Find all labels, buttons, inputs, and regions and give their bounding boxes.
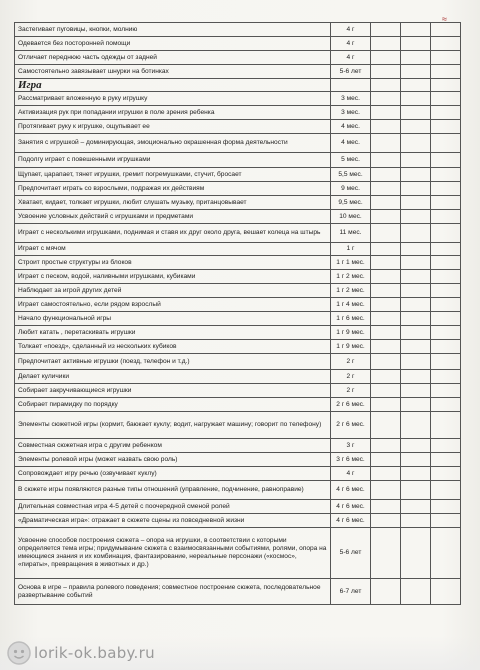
empty-cell — [401, 270, 431, 284]
empty-cell — [401, 65, 431, 79]
skill-cell: Подолгу играет с повешенными игрушками — [15, 153, 331, 168]
skill-cell: Длительная совместная игра 4-5 детей с поочередной сменой ролей — [15, 500, 331, 514]
empty-cell — [431, 106, 461, 120]
development-table — [14, 22, 461, 605]
skill-cell: Делает куличики — [15, 370, 331, 384]
table-row — [15, 467, 461, 481]
table-row — [15, 370, 461, 384]
table-row — [15, 298, 461, 312]
empty-cell — [431, 412, 461, 439]
skill-cell: Усвоение условных действий с игрушками и предметами — [15, 210, 331, 224]
age-cell: 4 мес. — [331, 120, 371, 134]
age-cell: 4 г — [331, 467, 371, 481]
table-row — [15, 153, 461, 168]
empty-cell — [431, 398, 461, 412]
table-row — [15, 134, 461, 153]
skill-cell: Играет с мячом — [15, 243, 331, 256]
empty-cell — [401, 467, 431, 481]
table-row — [15, 412, 461, 439]
skill-cell: Собирает пирамидку по порядку — [15, 398, 331, 412]
empty-cell — [371, 51, 401, 65]
section-title: Игра — [15, 79, 331, 92]
empty-cell — [401, 579, 431, 605]
empty-cell — [371, 106, 401, 120]
empty-cell — [401, 106, 431, 120]
age-cell: 4 г 6 мес. — [331, 500, 371, 514]
skill-cell: Основа в игре – правила ролевого поведения; совместное построение сюжета, последовательное развертывание событий — [15, 579, 331, 605]
empty-cell — [401, 168, 431, 182]
table-body-self-care — [15, 23, 461, 79]
empty-cell — [371, 298, 401, 312]
skill-cell: Хватает, кидает, толкает игрушки, любит слушать музыку, пританцовывает — [15, 196, 331, 210]
skill-cell: Толкает «поезд», сделанный из нескольких кубиков — [15, 340, 331, 354]
table-row — [15, 92, 461, 106]
age-cell: 2 г 6 мес. — [331, 398, 371, 412]
table-row — [15, 354, 461, 370]
age-cell: 1 г 2 мес. — [331, 270, 371, 284]
age-cell: 4 г — [331, 51, 371, 65]
age-cell: 1 г 6 мес. — [331, 312, 371, 326]
age-cell: 6-7 лет — [331, 579, 371, 605]
empty-cell — [401, 384, 431, 398]
empty-cell — [431, 514, 461, 528]
skill-cell: Одевается без посторонней помощи — [15, 37, 331, 51]
age-cell: 5,5 мес. — [331, 168, 371, 182]
empty-cell — [401, 284, 431, 298]
skill-cell: «Драматическая игра»: отражает в сюжете сцены из повседневной жизни — [15, 514, 331, 528]
skill-cell: Занятия с игрушкой – доминирующая, эмоционально окрашенная форма деятельности — [15, 134, 331, 153]
skill-cell: В сюжете игры появляются разные типы отношений (управление, подчинение, равноправие) — [15, 481, 331, 500]
baby-logo-icon — [6, 640, 32, 666]
empty-cell — [371, 65, 401, 79]
age-cell: 11 мес. — [331, 224, 371, 243]
empty-cell — [431, 120, 461, 134]
table-row — [15, 196, 461, 210]
empty-cell — [431, 340, 461, 354]
table-row — [15, 37, 461, 51]
empty-cell — [431, 243, 461, 256]
empty-cell — [431, 153, 461, 168]
table-row — [15, 256, 461, 270]
empty-cell — [401, 298, 431, 312]
age-cell: 3 мес. — [331, 106, 371, 120]
empty-cell — [431, 439, 461, 453]
empty-cell — [371, 500, 401, 514]
empty-cell — [371, 354, 401, 370]
empty-cell — [371, 326, 401, 340]
empty-cell — [401, 134, 431, 153]
empty-cell — [401, 514, 431, 528]
empty-cell — [371, 224, 401, 243]
table-row — [15, 340, 461, 354]
empty-cell — [401, 37, 431, 51]
empty-cell — [401, 120, 431, 134]
empty-cell — [401, 210, 431, 224]
skill-cell: Щупает, царапает, тянет игрушки, гремит погремушками, стучит, бросает — [15, 168, 331, 182]
empty-cell — [431, 196, 461, 210]
empty-cell — [431, 579, 461, 605]
table-row — [15, 439, 461, 453]
table-body-play — [15, 92, 461, 605]
empty-cell — [401, 256, 431, 270]
age-cell: 5-6 лет — [331, 528, 371, 579]
skill-cell: Усвоение способов построения сюжета – опора на игрушки, в соответствии с которыми определяется тема игры; придумывание сюжета с взаимосвязанными событиями, ролями, опора на имеющиеся знания и их комбинация, фантазирование, нереальные персонажи («космос», «пираты», превращения в животных и др.) — [15, 528, 331, 579]
empty-cell — [431, 92, 461, 106]
empty-cell — [401, 412, 431, 439]
empty-cell — [431, 51, 461, 65]
age-cell: 2 г — [331, 384, 371, 398]
age-cell: 10 мес. — [331, 210, 371, 224]
empty-cell — [371, 23, 401, 37]
empty-cell — [371, 243, 401, 256]
age-cell: 5 мес. — [331, 153, 371, 168]
table-row — [15, 23, 461, 37]
age-cell: 4 г — [331, 23, 371, 37]
table-row — [15, 579, 461, 605]
age-cell: 4 г 6 мес. — [331, 481, 371, 500]
age-cell: 3 г 6 мес. — [331, 453, 371, 467]
empty-cell — [371, 153, 401, 168]
empty-cell — [371, 270, 401, 284]
watermark-text: lorik-ok.baby.ru — [34, 644, 155, 662]
empty-cell — [401, 312, 431, 326]
table-row — [15, 65, 461, 79]
skill-cell: Играет с несколькими игрушками, поднимая и ставя их друг около друга, вешает колеца на штырь — [15, 224, 331, 243]
skill-cell: Отличает переднюю часть одежды от задней — [15, 51, 331, 65]
table-row — [15, 514, 461, 528]
empty-cell — [401, 51, 431, 65]
age-cell: 9 мес. — [331, 182, 371, 196]
empty-cell — [431, 354, 461, 370]
empty-cell — [431, 453, 461, 467]
skill-cell: Элементы ролевой игры (может назвать свою роль) — [15, 453, 331, 467]
table-row — [15, 224, 461, 243]
age-cell: 4 г — [331, 37, 371, 51]
empty-cell — [371, 514, 401, 528]
empty-cell — [431, 298, 461, 312]
empty-cell — [371, 284, 401, 298]
table-row — [15, 168, 461, 182]
age-cell: 1 г — [331, 243, 371, 256]
empty-cell — [401, 370, 431, 384]
empty-cell — [371, 182, 401, 196]
empty-cell — [431, 224, 461, 243]
skill-cell: Наблюдает за игрой других детей — [15, 284, 331, 298]
table-row — [15, 312, 461, 326]
empty-cell — [371, 370, 401, 384]
table-row — [15, 384, 461, 398]
table-row — [15, 243, 461, 256]
age-cell: 4 г 6 мес. — [331, 514, 371, 528]
age-cell: 5-6 лет — [331, 65, 371, 79]
empty-cell — [401, 453, 431, 467]
empty-cell — [431, 528, 461, 579]
empty-cell — [431, 210, 461, 224]
table-row — [15, 528, 461, 579]
empty-cell — [371, 412, 401, 439]
table-row — [15, 182, 461, 196]
empty-cell — [431, 370, 461, 384]
age-cell: 3 г — [331, 439, 371, 453]
age-cell: 1 г 9 мес. — [331, 326, 371, 340]
table-row — [15, 210, 461, 224]
skill-cell: Протягивает руку к игрушке, ощупывает ее — [15, 120, 331, 134]
age-cell: 2 г 6 мес. — [331, 412, 371, 439]
empty-cell — [431, 134, 461, 153]
empty-cell — [371, 579, 401, 605]
section-header-row — [15, 79, 461, 92]
empty-cell — [431, 326, 461, 340]
skill-cell: Собирает закручивающиеся игрушки — [15, 384, 331, 398]
empty-cell — [371, 196, 401, 210]
empty-cell — [431, 168, 461, 182]
skill-cell: Сопровождает игру речью (озвучивает куклу) — [15, 467, 331, 481]
empty-cell — [431, 182, 461, 196]
empty-cell — [431, 467, 461, 481]
empty-cell — [401, 439, 431, 453]
empty-cell — [371, 384, 401, 398]
table-row — [15, 500, 461, 514]
skill-cell: Застегивает пуговицы, кнопки, молнию — [15, 23, 331, 37]
empty-cell — [401, 153, 431, 168]
age-cell: 1 г 4 мес. — [331, 298, 371, 312]
empty-cell — [371, 37, 401, 51]
age-cell: 1 г 1 мес. — [331, 256, 371, 270]
table-row — [15, 120, 461, 134]
table-row — [15, 326, 461, 340]
empty-cell — [401, 243, 431, 256]
skill-cell: Играет с песком, водой, наливными игрушками, кубиками — [15, 270, 331, 284]
skill-cell: Строит простые структуры из блоков — [15, 256, 331, 270]
empty-cell — [401, 224, 431, 243]
age-cell: 1 г 2 мес. — [331, 284, 371, 298]
skill-cell: Начало функциональной игры — [15, 312, 331, 326]
empty-cell — [401, 23, 431, 37]
skill-cell: Самостоятельно завязывает шнурки на ботинках — [15, 65, 331, 79]
empty-cell — [431, 37, 461, 51]
empty-cell — [371, 312, 401, 326]
empty-cell — [401, 528, 431, 579]
empty-cell — [371, 92, 401, 106]
empty-cell — [401, 340, 431, 354]
skill-cell: Предпочитает активные игрушки (поезд, телефон и т.д.) — [15, 354, 331, 370]
empty-cell — [371, 120, 401, 134]
skill-cell: Предпочитает играть со взрослыми, подражая их действиям — [15, 182, 331, 196]
skill-cell: Любит катать , перетаскивать игрушки — [15, 326, 331, 340]
empty-cell — [431, 481, 461, 500]
empty-cell — [371, 453, 401, 467]
table-row — [15, 481, 461, 500]
empty-cell — [401, 354, 431, 370]
skill-cell: Рассматривает вложенную в руку игрушку — [15, 92, 331, 106]
empty-cell — [431, 23, 461, 37]
age-cell: 2 г — [331, 370, 371, 384]
empty-cell — [371, 134, 401, 153]
age-cell: 4 мес. — [331, 134, 371, 153]
table-row — [15, 453, 461, 467]
empty-cell — [401, 326, 431, 340]
empty-cell — [371, 340, 401, 354]
empty-cell — [431, 65, 461, 79]
age-cell: 9,5 мес. — [331, 196, 371, 210]
empty-cell — [371, 439, 401, 453]
age-cell: 3 мес. — [331, 92, 371, 106]
age-cell: 2 г — [331, 354, 371, 370]
skill-cell: Элементы сюжетной игры (кормит, баюкает куклу; водит, нагружает машину; говорит по телефону) — [15, 412, 331, 439]
empty-cell — [401, 92, 431, 106]
empty-cell — [371, 398, 401, 412]
skill-cell: Активизация рук при попадании игрушки в поле зрения ребенка — [15, 106, 331, 120]
empty-cell — [431, 270, 461, 284]
empty-cell — [431, 284, 461, 298]
empty-cell — [371, 256, 401, 270]
empty-cell — [401, 196, 431, 210]
skill-cell: Совместная сюжетная игра с другим ребенком — [15, 439, 331, 453]
empty-cell — [371, 528, 401, 579]
empty-cell — [431, 500, 461, 514]
skill-cell: Играет самостоятельно, если рядом взрослый — [15, 298, 331, 312]
table-row — [15, 51, 461, 65]
empty-cell — [371, 210, 401, 224]
empty-cell — [431, 312, 461, 326]
table-row — [15, 270, 461, 284]
empty-cell — [371, 467, 401, 481]
empty-cell — [401, 481, 431, 500]
empty-cell — [371, 481, 401, 500]
empty-cell — [431, 384, 461, 398]
age-cell: 1 г 9 мес. — [331, 340, 371, 354]
empty-cell — [401, 398, 431, 412]
table-row — [15, 106, 461, 120]
watermark-strip — [0, 636, 480, 670]
empty-cell — [431, 256, 461, 270]
table-row — [15, 284, 461, 298]
empty-cell — [401, 182, 431, 196]
corner-pen-mark: ≈ — [442, 14, 446, 24]
empty-cell — [371, 168, 401, 182]
empty-cell — [401, 500, 431, 514]
table-row — [15, 398, 461, 412]
table-section-play — [15, 79, 461, 92]
